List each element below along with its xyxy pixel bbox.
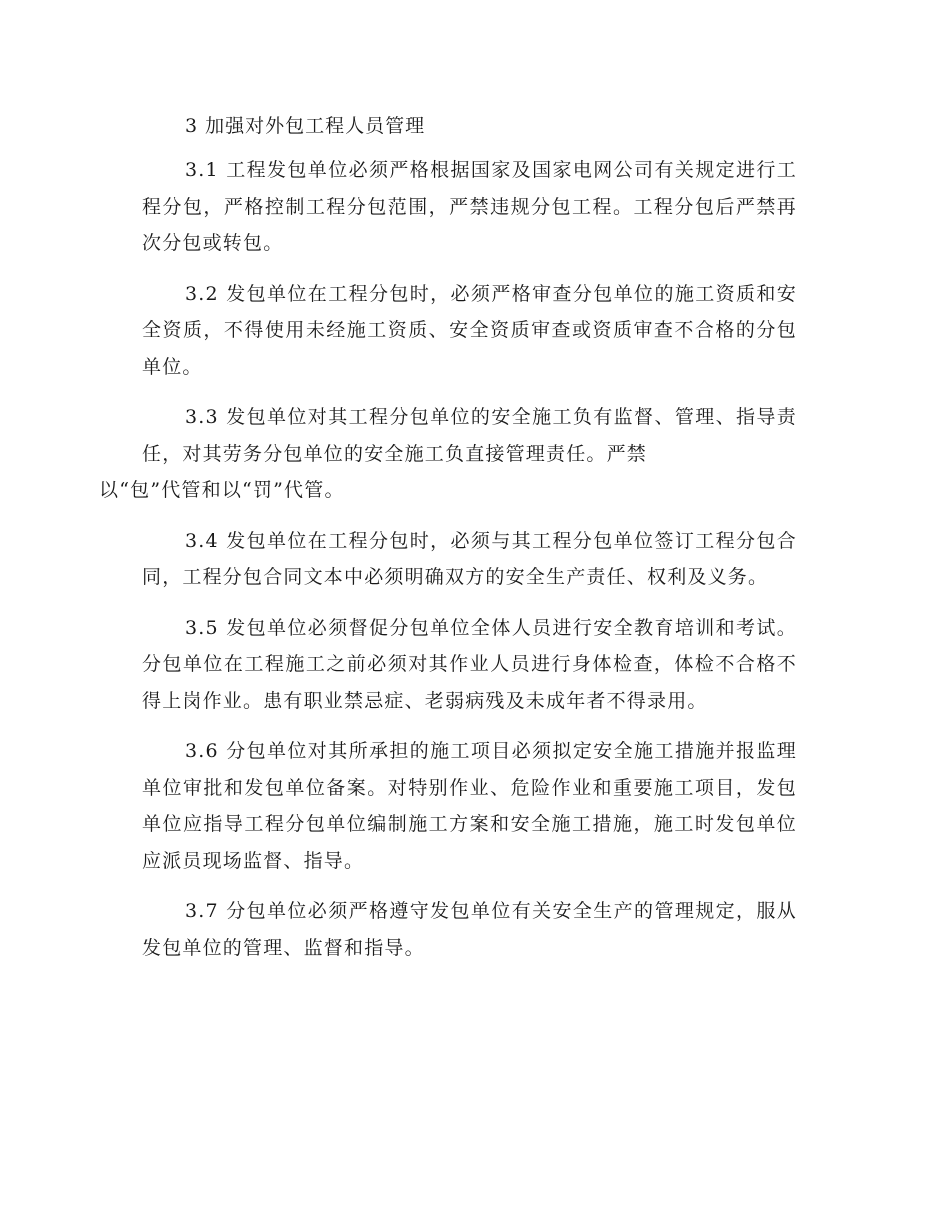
paragraph-3-3-continuation: 以“包”代管和以“罚”代管。 — [99, 479, 345, 501]
section-heading: 3 加强对外包工程人员管理 — [185, 115, 426, 137]
document-body — [99, 108, 797, 980]
paragraph-3-3-text: 3.3 发包单位对其工程分包单位的安全施工负有监督、管理、指导责任，对其劳务分包单位的安全施工负直接管理责任。严禁 — [142, 406, 797, 465]
paragraph-3-3 — [99, 399, 797, 509]
paragraph-3-2: 3.2 发包单位在工程分包时，必须严格审查分包单位的施工资质和安全资质，不得使用未经施工资质、安全资质审查或资质审查不合格的分包单位。 — [142, 282, 797, 378]
paragraph-3-6: 3.6 分包单位对其所承担的施工项目必须拟定安全施工措施并报监理单位审批和发包单位备案。对特别作业、危险作业和重要施工项目，发包单位应指导工程分包单位编制施工方案和安全施工措施，施工时发包单位应派员现场监督、指导。 — [142, 740, 797, 872]
paragraph-3-1: 3.1 工程发包单位必须严格根据国家及国家电网公司有关规定进行工程分包，严格控制工程分包范围，严禁违规分包工程。工程分包后严禁再次分包或转包。 — [142, 159, 797, 254]
paragraph-3-5: 3.5 发包单位必须督促分包单位全体人员进行安全教育培训和考试。分包单位在工程施工之前必须对其作业人员进行身体检查，体检不合格不得上岗作业。患有职业禁忌症、老弱病残及未成年者不得录用。 — [142, 616, 797, 712]
paragraph-3-7: 3.7 分包单位必须严格遵守发包单位有关安全生产的管理规定，服从发包单位的管理、监督和指导。 — [142, 900, 797, 959]
paragraph-3-4: 3.4 发包单位在工程分包时，必须与其工程分包单位签订工程分包合同，工程分包合同文本中必须明确双方的安全生产责任、权利及义务。 — [142, 529, 797, 588]
